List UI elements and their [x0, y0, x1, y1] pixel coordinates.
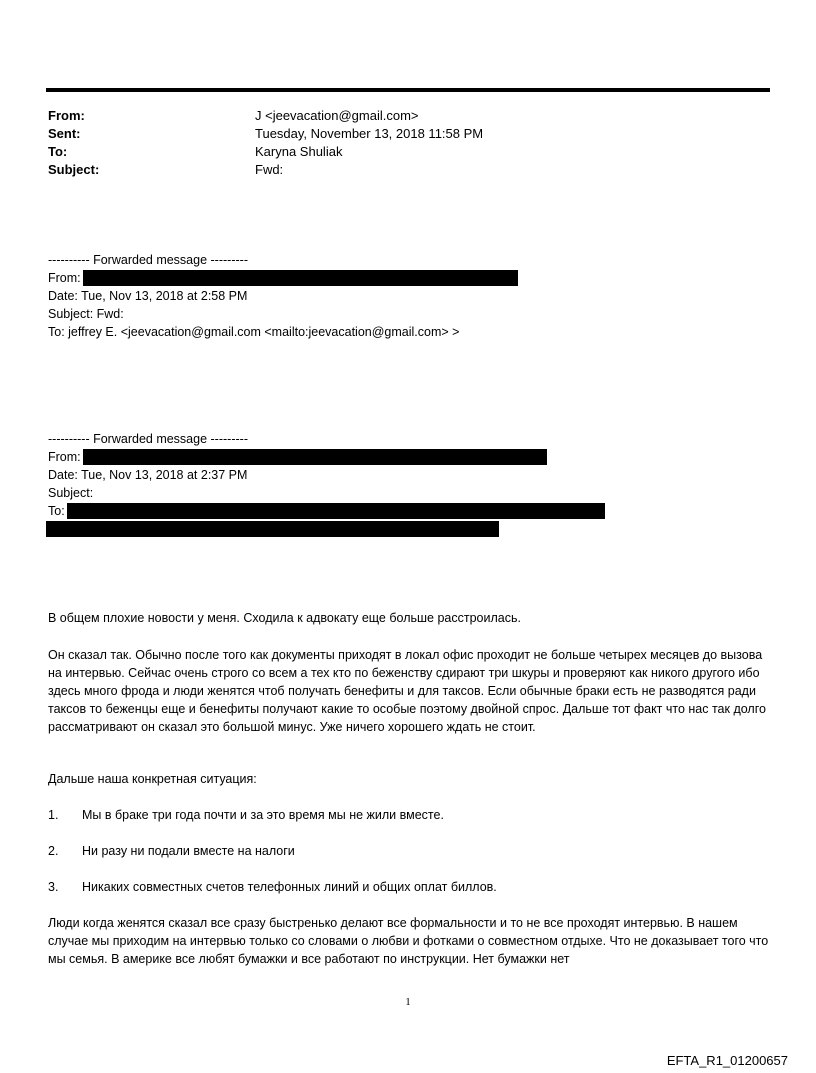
- body-paragraph-2: Он сказал так. Обычно после того как документы приходят в локал офис проходит не больше четырех месяцев до вызова на интервью. Сейчас очень строго со всем а тех кто по беженству сдирают три шкуры и проверяют как никого другого ибо здесь много фрода и люди женятся чтоб получать бенефиты и для таксов. Если обычные браки есть не разводятся ради таксов то беженцы еще и бенефиты получают какие то особые поэтому двойной спрос. Дальше тот факт что нас так долго рассматривают он сказал это большой минус. Уже ничего хорошего ждать не стоит.: [48, 648, 766, 734]
- from-value: J <jeevacation@gmail.com>: [255, 108, 419, 123]
- forward2-subject: Subject:: [48, 486, 94, 500]
- forward2-separator: ---------- Forwarded message ---------: [48, 432, 248, 446]
- redaction-bar: [83, 270, 518, 286]
- redaction-bar: [46, 521, 499, 537]
- forward2-from: From:: [48, 450, 81, 464]
- subject-label: Subject:: [48, 162, 100, 177]
- body-paragraph-1: В общем плохие новости у меня. Сходила к адвокату еще больше расстроилась.: [48, 611, 521, 625]
- list-text: Никаких совместных счетов телефонных линий и общих оплат биллов.: [82, 880, 497, 894]
- page-number: 1: [405, 996, 411, 1008]
- forward1-subject: Subject: Fwd:: [48, 307, 124, 321]
- header-rule: [46, 88, 770, 92]
- bates-number: EFTA_R1_01200657: [666, 1053, 788, 1068]
- redaction-bar: [67, 503, 605, 519]
- list-text: Ни разу ни подали вместе на налоги: [82, 844, 295, 858]
- subject-value: Fwd:: [255, 162, 284, 177]
- to-label: To:: [48, 144, 68, 159]
- forward1-date: Date: Tue, Nov 13, 2018 at 2:58 PM: [48, 289, 248, 303]
- to-value: Karyna Shuliak: [255, 144, 343, 159]
- body-paragraph-3: Дальше наша конкретная ситуация:: [48, 772, 257, 786]
- forward2-date: Date: Tue, Nov 13, 2018 at 2:37 PM: [48, 468, 248, 482]
- sent-label: Sent:: [48, 126, 81, 141]
- list-number: 1.: [48, 808, 59, 822]
- list-number: 2.: [48, 844, 59, 858]
- from-label: From:: [48, 108, 85, 123]
- list-number: 3.: [48, 880, 59, 894]
- list-text: Мы в браке три года почти и за это время мы не жили вместе.: [82, 808, 444, 822]
- forward1-to: To: jeffrey E. <jeevacation@gmail.com <mailto:jeevacation@gmail.com> >: [48, 325, 460, 339]
- forward1-from: From:: [48, 271, 81, 285]
- redaction-bar: [83, 449, 547, 465]
- forward2-to: To:: [48, 504, 65, 518]
- forward1-separator: ---------- Forwarded message ---------: [48, 253, 248, 267]
- sent-value: Tuesday, November 13, 2018 11:58 PM: [255, 126, 484, 141]
- body-paragraph-4: Люди когда женятся сказал все сразу быстренько делают все формальности и то не все проходят интервью. В нашем случае мы приходим на интервью только со словами о любви и фотками о совместном отдыхе. Что не доказывает того что мы семья. В америке все любят бумажки и все работают по инструкции. Нет бумажки нет: [48, 916, 769, 966]
